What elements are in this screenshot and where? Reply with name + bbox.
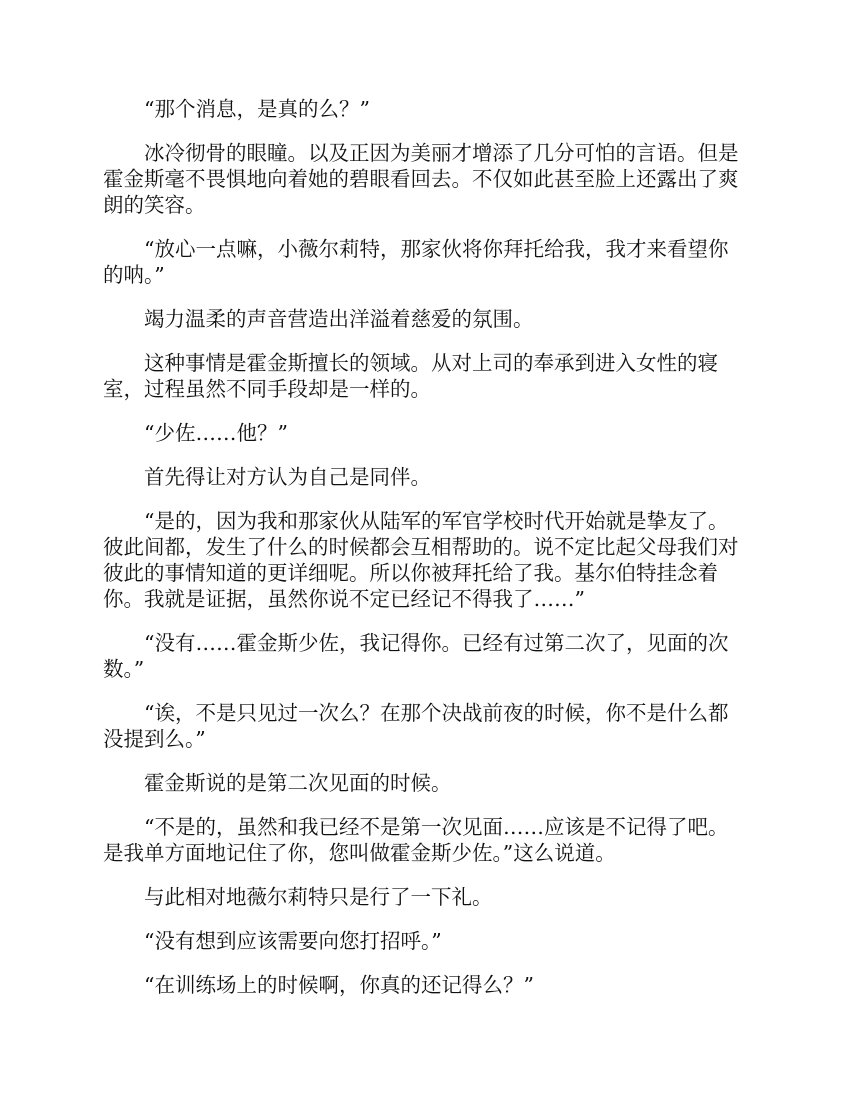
- paragraph: 霍金斯说的是第二次见面的时候。: [144, 771, 452, 795]
- paragraph: 冰冷彻骨的眼瞳。以及正因为美丽才增添了几分可怕的言语。但是霍金斯毫不畏惧地向着她的碧眼看回去。不仅如此甚至脸上还露出了爽朗的笑容。: [103, 141, 739, 217]
- paragraph: “诶，不是只见过一次么？在那个决战前夜的时候，你不是什么都没提到么。”: [103, 701, 729, 751]
- paragraph: “那个消息，是真的么？”: [144, 97, 370, 121]
- paragraph: 这种事情是霍金斯擅长的领域。从对上司的奉承到进入女性的寝室，过程虽然不同手段却是一样的。: [103, 351, 718, 401]
- paragraph: 竭力温柔的声音营造出洋溢着慈爱的氛围。: [144, 307, 534, 331]
- paragraph: “放心一点嘛，小薇尔莉特，那家伙将你拜托给我，我才来看望你的呐。”: [103, 237, 729, 287]
- paragraph: “少佐……他？”: [144, 421, 288, 445]
- paragraph: 首先得让对方认为自己是同伴。: [144, 465, 431, 489]
- paragraph: “没有……霍金斯少佐，我记得你。已经有过第二次了，见面的次数。”: [103, 631, 729, 681]
- paragraph: “是的，因为我和那家伙从陆军的军官学校时代开始就是挚友了。彼此间都，发生了什么的时候都会互相帮助的。说不定比起父母我们对彼此的事情知道的更详细呢。所以你被拜托给了我。基尔伯特挂念着你。我就是证据，虽然你说不定已经记不得我了……”: [103, 509, 739, 611]
- paragraph: 与此相对地薇尔莉特只是行了一下礼。: [144, 885, 493, 909]
- paragraph: “没有想到应该需要向您打招呼。”: [144, 929, 442, 953]
- paragraph: “不是的，虽然和我已经不是第一次见面……应该是不记得了吧。是我单方面地记住了你，您叫做霍金斯少佐。”这么说道。: [103, 815, 729, 865]
- paragraph: “在训练场上的时候啊，你真的还记得么？”: [144, 973, 534, 997]
- document-page: [103, 96, 748, 1016]
